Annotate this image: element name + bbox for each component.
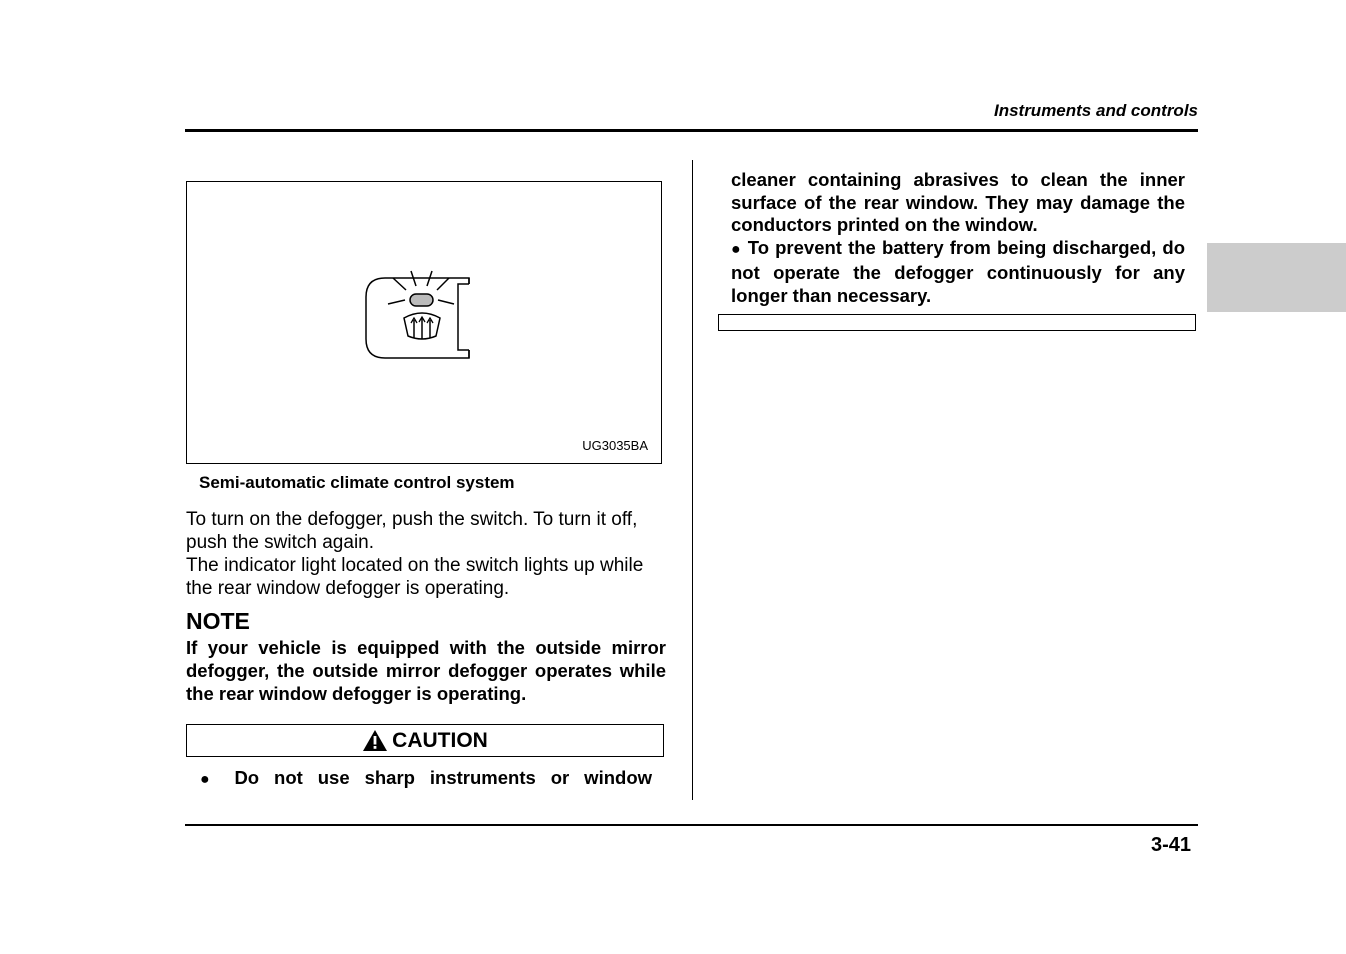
caution-bullet — [731, 237, 1185, 307]
caution-bullet-text: To prevent the battery from being discharged, do not operate the defogger continuously for any longer than necessary. — [731, 237, 1185, 306]
warning-triangle-icon — [362, 729, 388, 752]
column-divider — [692, 160, 693, 800]
rear-defogger-switch-icon — [363, 266, 483, 366]
caution-continued — [731, 169, 1185, 307]
body-paragraph: The indicator light located on the switch lights up while the rear window defogger is operating. — [186, 555, 644, 599]
figure-code: UG3035BA — [582, 438, 648, 453]
section-title: Instruments and controls — [993, 101, 1198, 120]
body-text — [186, 508, 668, 600]
note-heading: NOTE — [186, 608, 250, 634]
caution-bullet — [200, 767, 652, 789]
caution-bullet-text: Do not use sharp instruments or window — [234, 767, 653, 788]
bullet-marker: ● — [200, 771, 220, 788]
figure-frame — [186, 181, 662, 464]
caution-banner — [186, 724, 664, 757]
note-text: If your vehicle is equipped with the outside mirror defogger, the outside mirror defogger operates while the rear window defogger is operating. — [186, 637, 666, 704]
body-paragraph: To turn on the defogger, push the switch. To turn it off, push the switch again. — [186, 509, 638, 553]
bullet-marker: ● — [731, 241, 742, 259]
caution-label: CAUTION — [392, 728, 488, 752]
section-tab — [1207, 243, 1346, 312]
footer-rule — [185, 824, 1198, 826]
figure-caption: Semi-automatic climate control system — [199, 473, 515, 492]
caution-bullet-continued: cleaner containing abrasives to clean the inner surface of the rear window. They may damage the conductors printed on the window. — [731, 169, 1185, 236]
header-rule — [185, 129, 1198, 132]
caution-end-box — [718, 314, 1196, 331]
page-number: 3-41 — [1150, 834, 1191, 856]
